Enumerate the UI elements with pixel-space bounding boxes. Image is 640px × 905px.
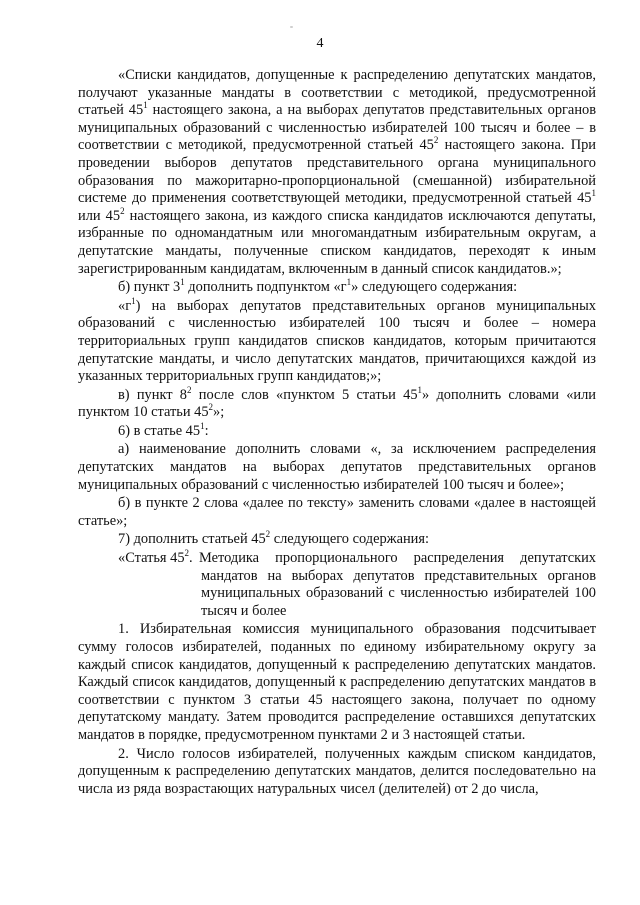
page-number: 4 xyxy=(316,36,324,51)
scan-mark xyxy=(290,26,293,28)
article-heading xyxy=(78,550,596,620)
article-title: Методика пропорционального распределения депутатских мандатов на выборах депутатов представительных органов муниципальных образований с численностью избирателей 100 тысяч и более xyxy=(199,550,596,619)
clause-1: 1. Избирательная комиссия муниципального образования подсчитывает сумму голосов избирателей, поданных по единому избирательному округу за каждый список кандидатов, допущенный к распределению депутатских мандатов. Каждый список кандидатов, допущенный к распределению депутатских мандатов в соответствии с пунктом 3 статьи 45 настоящего закона, получает по одному депутатскому мандату. Затем проводится распределение оставшихся депутатских мандатов в порядке, предусмотренном пунктами 2 и 3 настоящей статьи. xyxy=(78,621,596,743)
paragraph-candidate-lists: «Списки кандидатов, допущенные к распределению депутатских мандатов, получают указанные мандаты в соответствии с методикой, предусмотренной статьей $45^1$ настоящего закона, а на выборах депутатов представительных органов муниципальных образований с численностью избирателей 100 тысяч и более – в соответствии с методикой, предусмотренной статьей $45^2$ настоящего закона. При проведении выборов депутатов представительного органа муниципального образования по мажоритарно-пропорциональной (смешанной) избирательной системе до применения соответствующей методики, предусмотренной статьей $45^1$ или $45^2$ настоящего закона, из каждого списка кандидатов исключаются депутаты, избранные по одномандатным или многомандатным избирательным округам, а депутатские мандаты, полученные списком кандидатов, переходят к иным зарегистрированным кандидатам, включенным в данный список кандидатов.»; xyxy=(78,67,597,277)
paragraph-7: 7) дополнить статьей $45^2$ следующего содержания: xyxy=(118,529,429,548)
paragraph-b: б) пункт $3^1$ дополнить подпунктом «$г^1$» следующего содержания: xyxy=(118,277,518,296)
paragraph-g1: «$г^1$) на выборах депутатов представительных органов муниципальных образований с численностью избирателей 100 тысяч и более – номера территориальных групп кандидатов списков кандидатов, которым причитаются депутатские мандаты, и число депутатских мандатов, причитающихся каждой из указанных территориальных групп кандидатов;»; xyxy=(78,295,596,385)
paragraph-6: 6) в статье $45^1$: xyxy=(118,420,209,439)
paragraph-b-2: б) в пункте 2 слова «далее по тексту» заменить словами «далее в настоящей статье»; xyxy=(78,495,596,529)
article-label: «Статья $45^2$. xyxy=(118,548,193,567)
clause-2: 2. Число голосов избирателей, полученных каждым списком кандидатов, допущенным к распределению депутатских мандатов, делится последовательно на числа из ряда возрастающих натуральных чисел (делителей) от 2 до числа, xyxy=(78,745,596,797)
paragraph-v: в) пункт $8^2$ после слов «пунктом 5 статьи $45^1$» дополнить словами «или пунктом 10 статьи $45^2$»; xyxy=(78,384,596,421)
document-body xyxy=(78,67,596,798)
paragraph-a: а) наименование дополнить словами «, за исключением распределения депутатских мандатов на выборах депутатов представительных органов муниципальных образований с численностью избирателей 100 тысяч и более»; xyxy=(78,441,596,493)
